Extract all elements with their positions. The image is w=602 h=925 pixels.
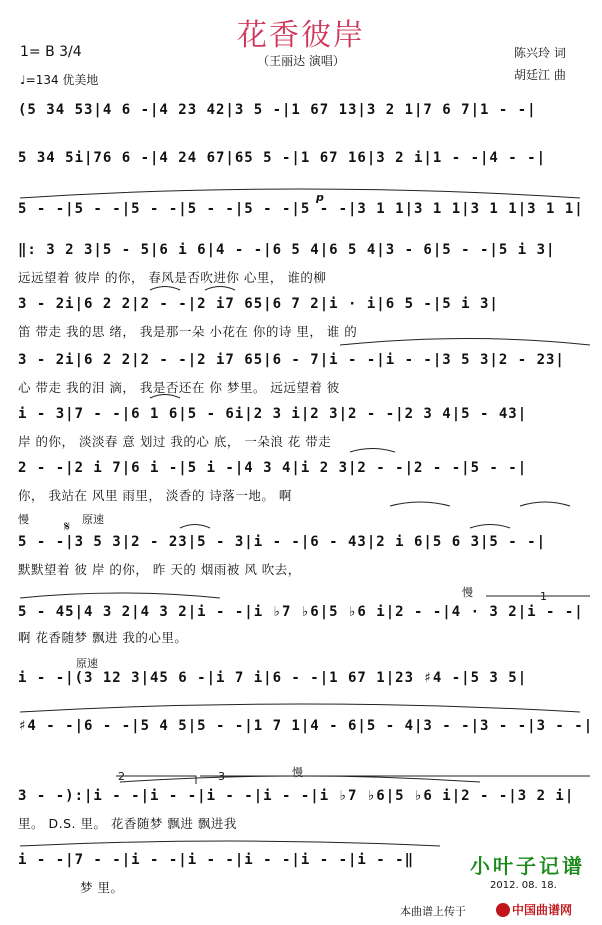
transcription-date: 2012. 08. 18. — [490, 880, 557, 891]
lyrics-row-14: 梦 里。 — [80, 880, 124, 895]
score-row-6: 3 - 2i|6 2 2|2 - -|2 i7 65|6 - 7|i - -|i - -|3 5 3|2 - 23| — [18, 352, 565, 368]
transcriber-signature: 小叶子记谱 — [470, 854, 585, 878]
score-row-9: 5 - -|3 5 3|2 - 23|5 - 3|i - -|6 - 43|2 i 6|5 6 3|5 - -| — [18, 534, 547, 550]
singer-subtitle: （王丽达 演唱） — [257, 54, 345, 68]
lyrics-row-4: 远远望着 彼岸 的你， 春风是否吹进你 心里， 谁的柳 — [18, 270, 327, 285]
volta-2-label: 2 — [118, 770, 125, 783]
lyrics-row-7: 岸 的你， 淡淡春 意 划过 我的心 底， 一朵浪 花 带走 — [18, 434, 332, 449]
score-row-5: 3 - 2i|6 2 2|2 - -|2 i7 65|6 7 2|i · i|6 5 -|5 i 3| — [18, 296, 499, 312]
volta-3-label: 3 — [218, 770, 225, 783]
score-row-13: 3 - -):|i - -|i - -|i - -|i - -|i ♭7 ♭6|5 ♭6 i|2 - -|3 2 i| — [18, 788, 575, 804]
slow-mark-2: 慢 — [462, 586, 473, 599]
slow-mark: 慢 — [18, 513, 29, 526]
original-tempo-mark-2: 原速 — [76, 657, 98, 670]
lyrics-row-5: 笛 带走 我的思 绪， 我是那一朵 小花在 你的诗 里， 谁 的 — [18, 324, 358, 339]
score-row-2: 5 34 5i|76 6 -|4 24 67|65 5 -|1 67 16|3 2 i|1 - -|4 - -| — [18, 150, 547, 166]
logo-text: 中国曲谱网 — [512, 903, 573, 917]
lyrics-row-10: 啊 花香随梦 飘进 我的心里。 — [18, 630, 188, 645]
lyrics-row-6: 心 带走 我的泪 滴， 我是否还在 你 梦里。 远远望着 彼 — [18, 380, 340, 395]
lyricist-credit: 陈兴玲 词 — [514, 46, 566, 60]
lyrics-row-9: 默默望着 彼 岸 的你， 昨 天的 烟雨被 风 吹去， — [18, 562, 301, 577]
composer-credit: 胡廷江 曲 — [514, 68, 566, 82]
score-row-4: ‖: 3 2 3|5 - 5|6 i 6|4 - -|6 5 4|6 5 4|3 - 6|5 - -|5 i 3| — [18, 242, 556, 258]
score-row-12: ♯4 - -|6 - -|5 4 5|5 - -|1 7 1|4 - 6|5 - 4|3 - -|3 - -|3 - -| — [18, 718, 594, 734]
score-row-7: i - 3|7 - -|6 1 6|5 - 6i|2 3 i|2 3|2 - -|2 3 4|5 - 43| — [18, 406, 528, 422]
original-tempo-mark: 原速 — [82, 513, 104, 526]
score-row-8: 2 - -|2 i 7|6 i -|5 i -|4 3 4|i 2 3|2 - -|2 - -|5 - -| — [18, 460, 528, 476]
site-logo[interactable] — [496, 901, 572, 918]
upload-note: 本曲谱上传于 — [400, 905, 466, 918]
logo-icon — [496, 903, 510, 917]
slow-mark-3: 慢 — [292, 766, 303, 779]
tempo-marking: ♩=134 优美地 — [20, 73, 99, 87]
lyrics-row-13: 里。 D.S. 里。 花香随梦 飘进 飘进我 — [18, 816, 237, 831]
volta-1-label: 1 — [540, 590, 547, 603]
score-row-11: i - -|(3 12 3|45 6 -|i 7 i|6 - -|1 67 1|23 ♯4 -|5 3 5| — [18, 670, 528, 686]
lyrics-row-8: 你， 我站在 风里 雨里， 淡香的 诗落一地。 啊 — [18, 488, 292, 503]
song-title: 花香彼岸 — [237, 18, 365, 53]
score-row-1: (5 34 53|4 6 -|4 23 42|3 5 -|1 67 13|3 2 1|7 6 7|1 - -| — [18, 102, 537, 118]
score-row-10: 5 - 45|4 3 2|4 3 2|i - -|i ♭7 ♭6|5 ♭6 i|2 - -|4 · 3 2|i - -| — [18, 604, 584, 620]
score-row-3: 5 - -|5 - -|5 - -|5 - -|5 - -|5 - -|3 1 1|3 1 1|3 1 1|3 1 1| — [18, 201, 584, 217]
key-signature: 1= B 3/4 — [20, 44, 82, 60]
segno-sign: 𝄋 — [64, 519, 71, 535]
dynamic-marking: p — [316, 191, 324, 204]
score-row-14: i - -|7 - -|i - -|i - -|i - -|i - -|i - -‖ — [18, 852, 415, 868]
